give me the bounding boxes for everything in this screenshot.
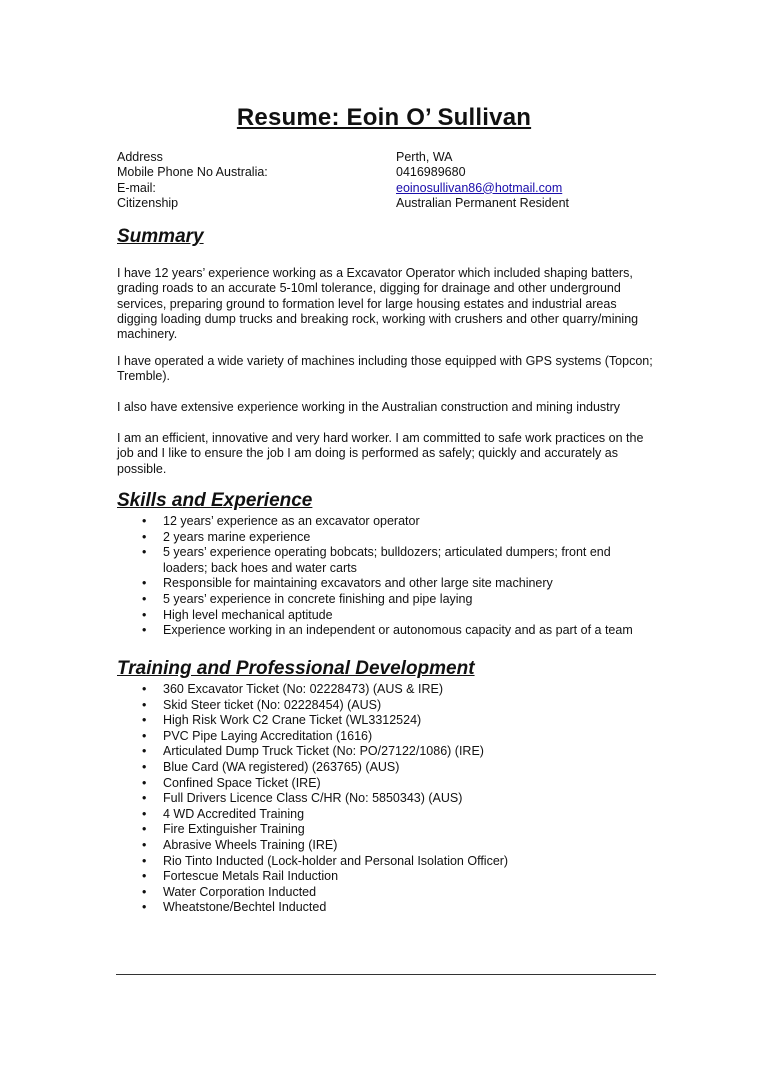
summary-paragraph: I have 12 years’ experience working as a Excavator Operator which included shaping batters, grading roads to an accurate 5-10ml tolerance, digging for drainage and other underground services, preparing ground to formation level for large housing estates and industrial areas digging loading dump trucks and breaking rock, working with crushers and other quarry/mining machinery. — [117, 266, 639, 342]
contact-value: 0416989680 — [396, 165, 466, 180]
list-item: • Blue Card (WA registered) (263765) (AUS) — [117, 760, 657, 776]
training-list — [117, 682, 657, 916]
list-item: • PVC Pipe Laying Accreditation (1616) — [117, 729, 657, 745]
contact-value: Perth, WA — [396, 150, 453, 164]
list-item: • 5 years’ experience operating bobcats; bulldozers; articulated dumpers; front end loaders; back hoes and water carts — [117, 545, 657, 576]
list-item: • 12 years’ experience as an excavator operator — [117, 514, 657, 530]
summary-paragraph: I am an efficient, innovative and very hard worker. I am committed to safe work practices on the job and I like to ensure the job I am doing is performed as safely; quickly and accurately as possible. — [117, 431, 644, 476]
list-item: • High Risk Work C2 Crane Ticket (WL3312524) — [117, 713, 657, 729]
list-item: • Wheatstone/Bechtel Inducted — [117, 900, 657, 916]
footer-divider — [116, 974, 656, 975]
list-item: • High level mechanical aptitude — [117, 608, 657, 624]
list-item: • Fortescue Metals Rail Induction — [117, 869, 657, 885]
list-item: • Abrasive Wheels Training (IRE) — [117, 838, 657, 854]
email-link[interactable]: eoinosullivan86@hotmail.com — [396, 180, 563, 195]
contact-row-email — [117, 181, 677, 196]
summary-heading: Summary — [117, 226, 204, 247]
page-title: Resume: Eoin O’ Sullivan — [236, 104, 532, 131]
contact-value: Australian Permanent Resident — [396, 195, 570, 210]
list-item: • Experience working in an independent or autonomous capacity and as part of a team — [117, 623, 657, 639]
contact-row-citizenship — [117, 196, 677, 211]
contact-label: Citizenship — [117, 195, 179, 210]
contact-label: E-mail: — [117, 180, 156, 195]
list-item: • Rio Tinto Inducted (Lock-holder and Personal Isolation Officer) — [117, 854, 657, 870]
list-item: • Skid Steer ticket (No: 02228454) (AUS) — [117, 698, 657, 714]
training-heading: Training and Professional Development — [117, 658, 475, 679]
contact-label: Mobile Phone No Australia: — [117, 165, 268, 180]
contact-block — [117, 150, 677, 211]
list-item: • Responsible for maintaining excavators and other large site machinery — [117, 576, 657, 592]
list-item: • 5 years’ experience in concrete finishing and pipe laying — [117, 592, 657, 608]
list-item: • 2 years marine experience — [117, 530, 657, 546]
skills-list — [117, 514, 657, 639]
list-item: • Confined Space Ticket (IRE) — [117, 776, 657, 792]
skills-heading: Skills and Experience — [117, 490, 313, 511]
list-item: • 360 Excavator Ticket (No: 02228473) (AUS & IRE) — [117, 682, 657, 698]
summary-paragraph: I also have extensive experience working in the Australian construction and mining industry — [117, 400, 621, 414]
contact-row-address — [117, 150, 677, 165]
list-item: • Full Drivers Licence Class C/HR (No: 5850343) (AUS) — [117, 791, 657, 807]
contact-label: Address — [117, 150, 163, 164]
summary-paragraph: I have operated a wide variety of machines including those equipped with GPS systems (Topcon; Tremble). — [117, 354, 653, 384]
list-item: • Articulated Dump Truck Ticket (No: PO/27122/1086) (IRE) — [117, 744, 657, 760]
contact-row-phone — [117, 165, 677, 180]
list-item: • Water Corporation Inducted — [117, 885, 657, 901]
list-item: • Fire Extinguisher Training — [117, 822, 657, 838]
list-item: • 4 WD Accredited Training — [117, 807, 657, 823]
